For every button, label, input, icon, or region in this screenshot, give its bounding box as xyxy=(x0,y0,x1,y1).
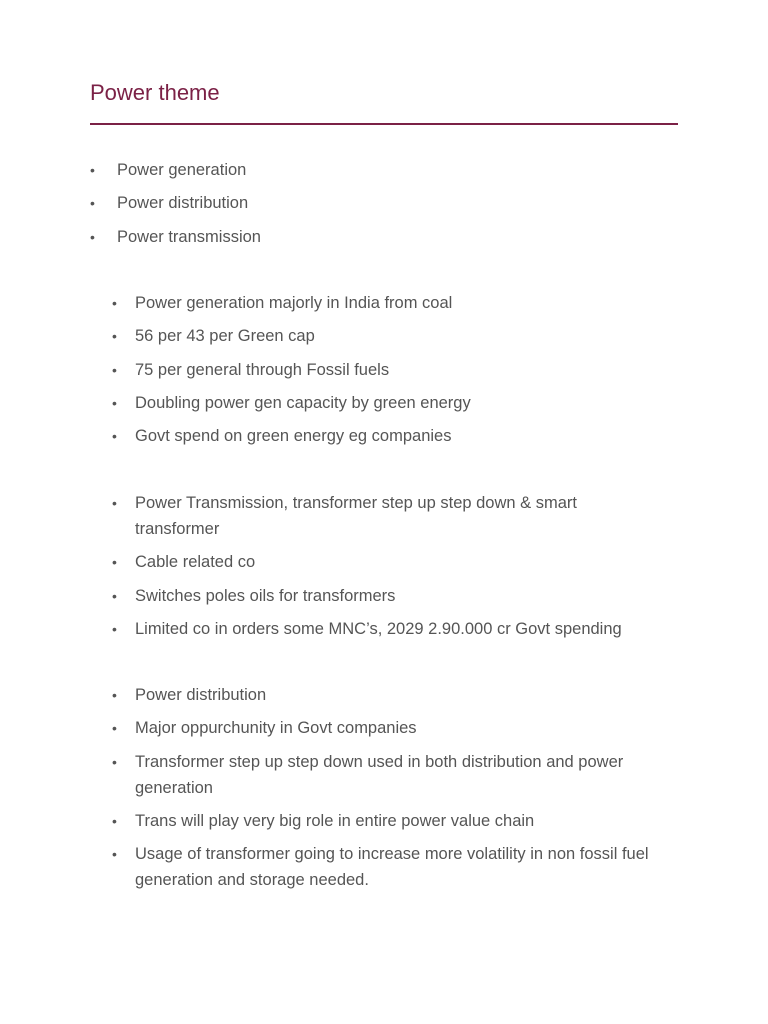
list-item: • Doubling power gen capacity by green energy xyxy=(90,390,678,416)
bullet-icon: • xyxy=(90,228,95,245)
bullet-icon: • xyxy=(112,554,117,571)
page-title: Power theme xyxy=(90,80,220,105)
topics-list xyxy=(90,157,678,257)
list-item: • Switches poles oils for transformers xyxy=(90,583,678,609)
bullet-icon: • xyxy=(112,587,117,604)
bullet-icon: • xyxy=(112,753,117,770)
list-item: • Trans will play very big role in entire power value chain xyxy=(90,808,678,834)
bullet-icon: • xyxy=(112,620,117,637)
list-item: • Transformer step up step down used in both distribution and power generation xyxy=(90,749,678,801)
generation-list xyxy=(90,290,678,456)
bullet-icon: • xyxy=(112,428,117,445)
list-item: • Usage of transformer going to increase more volatility in non fossil fuel generation and storage needed. xyxy=(90,841,678,893)
list-item: • Govt spend on green energy eg companies xyxy=(90,423,678,449)
bullet-icon: • xyxy=(112,394,117,411)
bullet-icon: • xyxy=(112,495,117,511)
bullet-icon: • xyxy=(112,328,117,345)
bullet-icon: • xyxy=(112,812,117,829)
bullet-icon: • xyxy=(112,720,117,737)
list-item: • Power generation majorly in India from coal xyxy=(90,290,678,316)
list-item: • Power transmission xyxy=(90,224,678,250)
list-item: • Cable related co xyxy=(90,549,678,575)
bullet-icon: • xyxy=(112,361,117,378)
bullet-icon: • xyxy=(112,846,117,863)
list-item: • Power Transmission, transformer step up step down & smart transformer xyxy=(90,490,678,542)
list-item: • Power distribution xyxy=(90,682,678,708)
bullet-icon: • xyxy=(112,295,117,311)
list-item: • Power distribution xyxy=(90,190,678,216)
distribution-list xyxy=(90,682,678,900)
bullet-icon: • xyxy=(112,687,117,703)
title-divider xyxy=(90,123,678,125)
list-item: • Major oppurchunity in Govt companies xyxy=(90,715,678,741)
list-item: • Limited co in orders some MNC’s, 2029 2.90.000 cr Govt spending xyxy=(90,616,678,642)
transmission-list xyxy=(90,490,678,649)
list-item: • Power generation xyxy=(90,157,678,183)
list-item: • 56 per 43 per Green cap xyxy=(90,323,678,349)
list-item: • 75 per general through Fossil fuels xyxy=(90,357,678,383)
bullet-icon: • xyxy=(90,195,95,212)
bullet-icon: • xyxy=(90,162,95,178)
